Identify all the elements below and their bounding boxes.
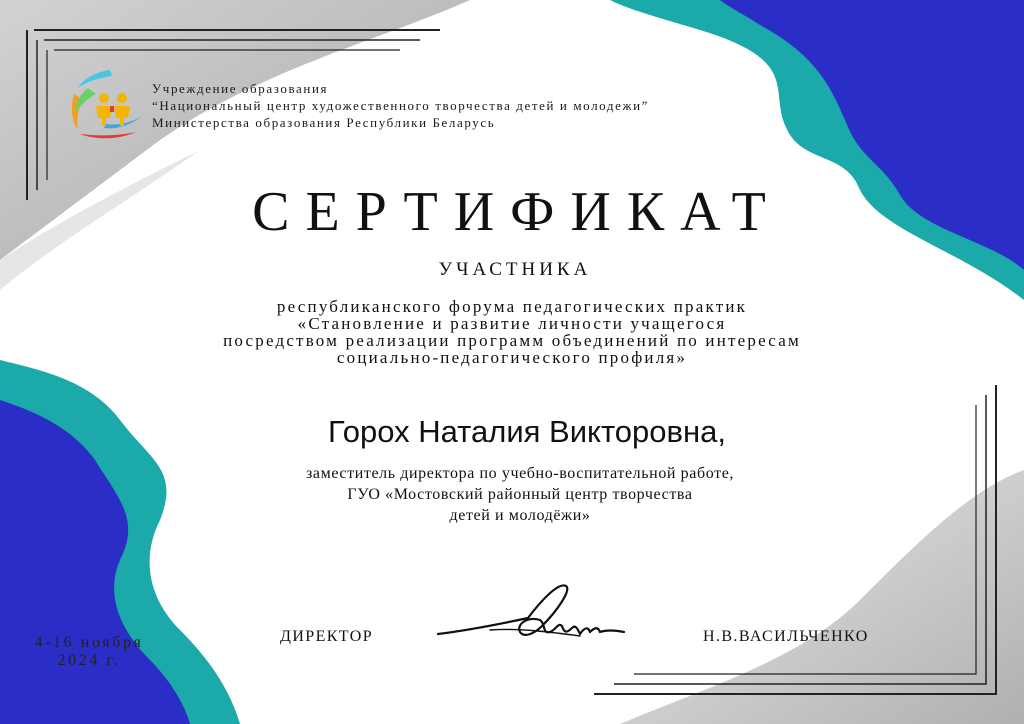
signer-name: Н.В.ВАСИЛЬЧЕНКО: [703, 628, 869, 645]
logo-icon: [66, 64, 156, 144]
organization-line: Министерства образования Республики Беларусь: [152, 115, 496, 130]
forum-description: [0, 298, 1024, 366]
position-line: заместитель директора по учебно-воспитательной работе,: [305, 465, 735, 482]
forum-line: «Становление и развитие личности учащегося: [297, 314, 727, 333]
signer-role: ДИРЕКТОР: [280, 628, 374, 645]
forum-line: социально-педагогического профиля»: [336, 348, 688, 367]
certificate-title: СЕРТИФИКАТ: [252, 181, 782, 243]
certificate-subtitle: УЧАСТНИКА: [438, 259, 592, 280]
organization-line: “Национальный центр художественного творчества детей и молодежи”: [152, 98, 649, 113]
forum-line: республиканского форума педагогических практик: [276, 297, 748, 316]
organization-line: Учреждение образования: [152, 81, 329, 96]
event-date: [14, 634, 164, 670]
date-line: 2024 г.: [57, 652, 121, 669]
position-line: ГУО «Мостовский районный центр творчества: [347, 486, 693, 503]
recipient-name: Горох Наталия Викторовна,: [328, 414, 726, 449]
signature-image: [430, 572, 630, 652]
position-line: детей и молодёжи»: [449, 507, 591, 524]
date-line: 4-16 ноября: [34, 634, 144, 651]
forum-line: посредством реализации программ объединений по интересам: [223, 331, 801, 350]
organization-header: [152, 80, 649, 131]
recipient-position: [0, 463, 1024, 526]
